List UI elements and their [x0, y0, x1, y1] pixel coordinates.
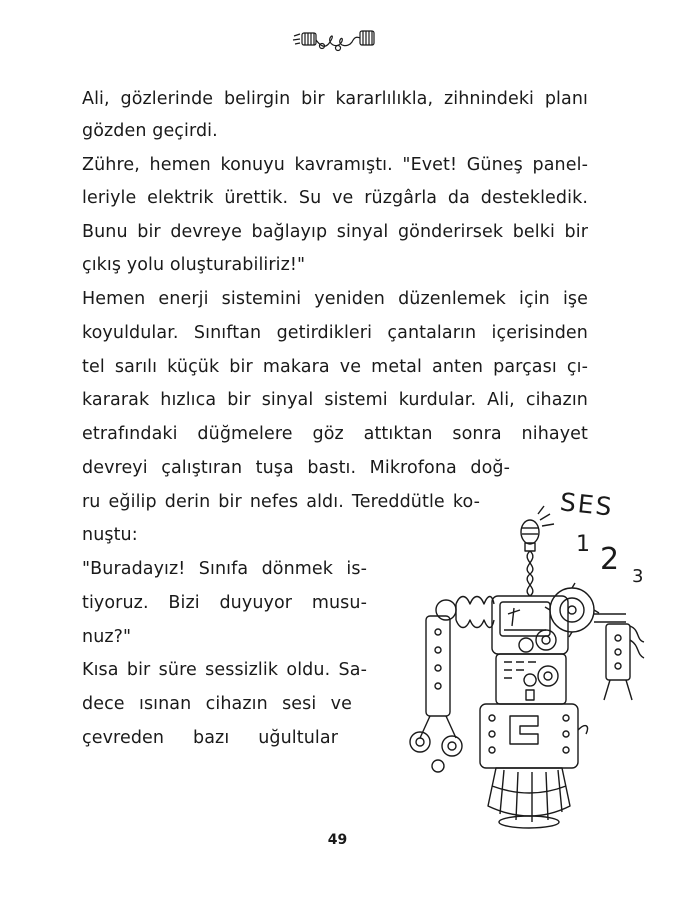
- page-number: 49: [327, 832, 348, 848]
- text-line: devreyi çalıştıran tuşa bastı. Mikrofona doğ-: [82, 458, 510, 478]
- text-line: Hemen enerji sistemini yeniden düzenlemek için işe: [82, 289, 588, 309]
- text-line: leriyle elektrik ürettik. Su ve rüzgârla da destekledik.: [82, 188, 588, 208]
- text-line: çıkış yolu oluşturabiliriz!": [82, 255, 306, 275]
- text-line: çevreden bazı uğultular: [82, 728, 338, 748]
- text-line: nuştu:: [82, 525, 138, 545]
- count-two: 2: [600, 542, 620, 577]
- text-line: Zühre, hemen konuyu kavramıştı. "Evet! Güneş panel-: [82, 155, 588, 175]
- text-line: tel sarılı küçük bir makara ve metal anten parçası çı-: [82, 357, 588, 377]
- text-line: nuz?": [82, 627, 132, 647]
- text-line: "Buradayız! Sınıfa dönmek is-: [82, 559, 367, 579]
- text-line: ru eğilip derin bir nefes aldı. Tereddütle ko-: [82, 492, 480, 512]
- text-line: kararak hızlıca bir sinyal sistemi kurdular. Ali, cihazın: [82, 390, 588, 410]
- text-line: gözden geçirdi.: [82, 121, 218, 141]
- count-three: 3: [632, 566, 644, 587]
- robot-illustration: [400, 490, 650, 850]
- sound-word: SES: [558, 487, 615, 522]
- text-line: Bunu bir devreye bağlayıp sinyal gönderirsek belki bir: [82, 222, 588, 242]
- text-line: koyuldular. Sınıftan getirdikleri çantaların içerisinden: [82, 323, 588, 343]
- text-line: Kısa bir süre sessizlik oldu. Sa-: [82, 660, 367, 680]
- text-line: etrafındaki düğmelere göz attıktan sonra nihayet: [82, 424, 588, 444]
- text-line: Ali, gözlerinde belirgin bir kararlılıkla, zihnindeki planı: [82, 89, 588, 109]
- spool-ornament-icon: [290, 22, 390, 56]
- count-one: 1: [576, 532, 590, 557]
- text-line: dece ısınan cihazın sesi ve: [82, 694, 352, 714]
- text-line: tiyoruz. Bizi duyuyor musu-: [82, 593, 367, 613]
